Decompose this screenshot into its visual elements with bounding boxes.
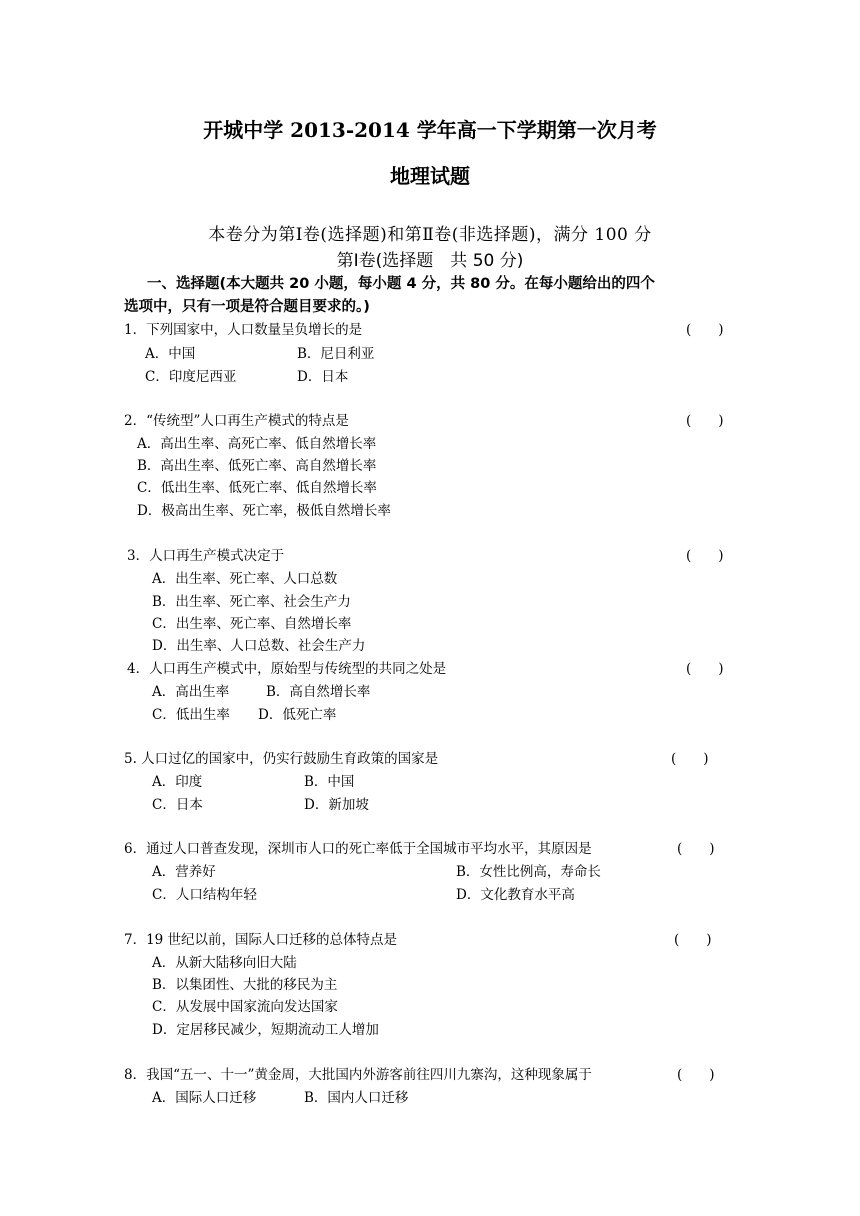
question-stem: 6．通过人口普查发现，深圳市人口的死亡率低于全国城市平均水平，其原因是	[124, 841, 592, 857]
option-d: D．低死亡率	[258, 707, 337, 723]
option-b: B．国内人口迁移	[304, 1090, 409, 1106]
question-stem: 2．“传统型”人口再生产模式的特点是	[124, 413, 349, 429]
option-c: C．从发展中国家流向发达国家	[152, 999, 338, 1015]
option-b: B．中国	[304, 774, 355, 790]
section-heading: 第Ⅰ卷(选择题 共 50 分)	[336, 251, 524, 271]
answer-bracket: ( )	[674, 932, 712, 948]
answer-bracket: ( )	[686, 322, 724, 338]
option-c: C．印度尼西亚	[145, 369, 237, 385]
instruction-line-2: 选项中，只有一项是符合题目要求的。)	[124, 299, 370, 315]
option-b: B．高出生率、低死亡率、高自然增长率	[137, 458, 377, 474]
option-a: A．国际人口迁移	[152, 1090, 257, 1106]
option-b: B．出生率、死亡率、社会生产力	[152, 594, 351, 610]
option-d: D．极高出生率、死亡率，极低自然增长率	[137, 503, 391, 519]
option-d: D．定居移民减少，短期流动工人增加	[152, 1022, 379, 1038]
option-d: D．新加坡	[304, 797, 369, 813]
option-b: B．高自然增长率	[266, 684, 371, 700]
answer-bracket: ( )	[686, 661, 724, 677]
option-b: B．女性比例高，寿命长	[456, 864, 601, 880]
exam-subtitle: 地理试题	[390, 164, 470, 188]
question-stem: 4．人口再生产模式中，原始型与传统型的共同之处是	[127, 661, 447, 677]
answer-bracket: ( )	[671, 751, 709, 767]
option-a: A．从新大陆移向旧大陆	[152, 955, 297, 971]
answer-bracket: ( )	[686, 413, 724, 429]
option-a: A．中国	[145, 346, 196, 362]
answer-bracket: ( )	[677, 1067, 715, 1083]
option-b: B．以集团性、大批的移民为主	[152, 977, 338, 993]
option-a: A．印度	[152, 774, 203, 790]
question-stem: 1．下列国家中，人口数量呈负增长的是	[124, 322, 363, 338]
answer-bracket: ( )	[677, 841, 715, 857]
option-b: B．尼日利亚	[297, 346, 375, 362]
option-a: A．营养好	[152, 864, 216, 880]
option-d: D．日本	[297, 369, 349, 385]
exam-info: 本卷分为第Ⅰ卷(选择题)和第Ⅱ卷(非选择题)，满分 100 分	[208, 225, 652, 245]
option-c: C．低出生率、低死亡率、低自然增长率	[137, 480, 377, 496]
option-c: C．日本	[152, 797, 203, 813]
option-d: D．出生率、人口总数、社会生产力	[152, 638, 366, 654]
option-a: A．出生率、死亡率、人口总数	[152, 571, 338, 587]
question-stem: 8．我国“五一、十一”黄金周，大批国内外游客前往四川九寨沟，这种现象属于	[124, 1067, 592, 1083]
option-d: D．文化教育水平高	[456, 887, 575, 903]
answer-bracket: ( )	[686, 548, 724, 564]
option-c: C．出生率、死亡率、自然增长率	[152, 616, 352, 632]
question-stem: 3．人口再生产模式决定于	[127, 548, 285, 564]
instruction-line-1: 一、选择题(本大题共 20 小题，每小题 4 分，共 80 分。在每小题给出的四个	[147, 276, 655, 292]
question-stem: 5. 人口过亿的国家中，仍实行鼓励生育政策的国家是	[124, 751, 439, 767]
option-c: C．人口结构年轻	[152, 887, 257, 903]
option-a: A．高出生率、高死亡率、低自然增长率	[137, 436, 377, 452]
option-c: C．低出生率	[152, 707, 230, 723]
option-a: A．高出生率	[152, 684, 230, 700]
question-stem: 7．19 世纪以前，国际人口迁移的总体特点是	[124, 932, 398, 948]
exam-title: 开城中学 2013-2014 学年高一下学期第一次月考	[203, 118, 657, 142]
